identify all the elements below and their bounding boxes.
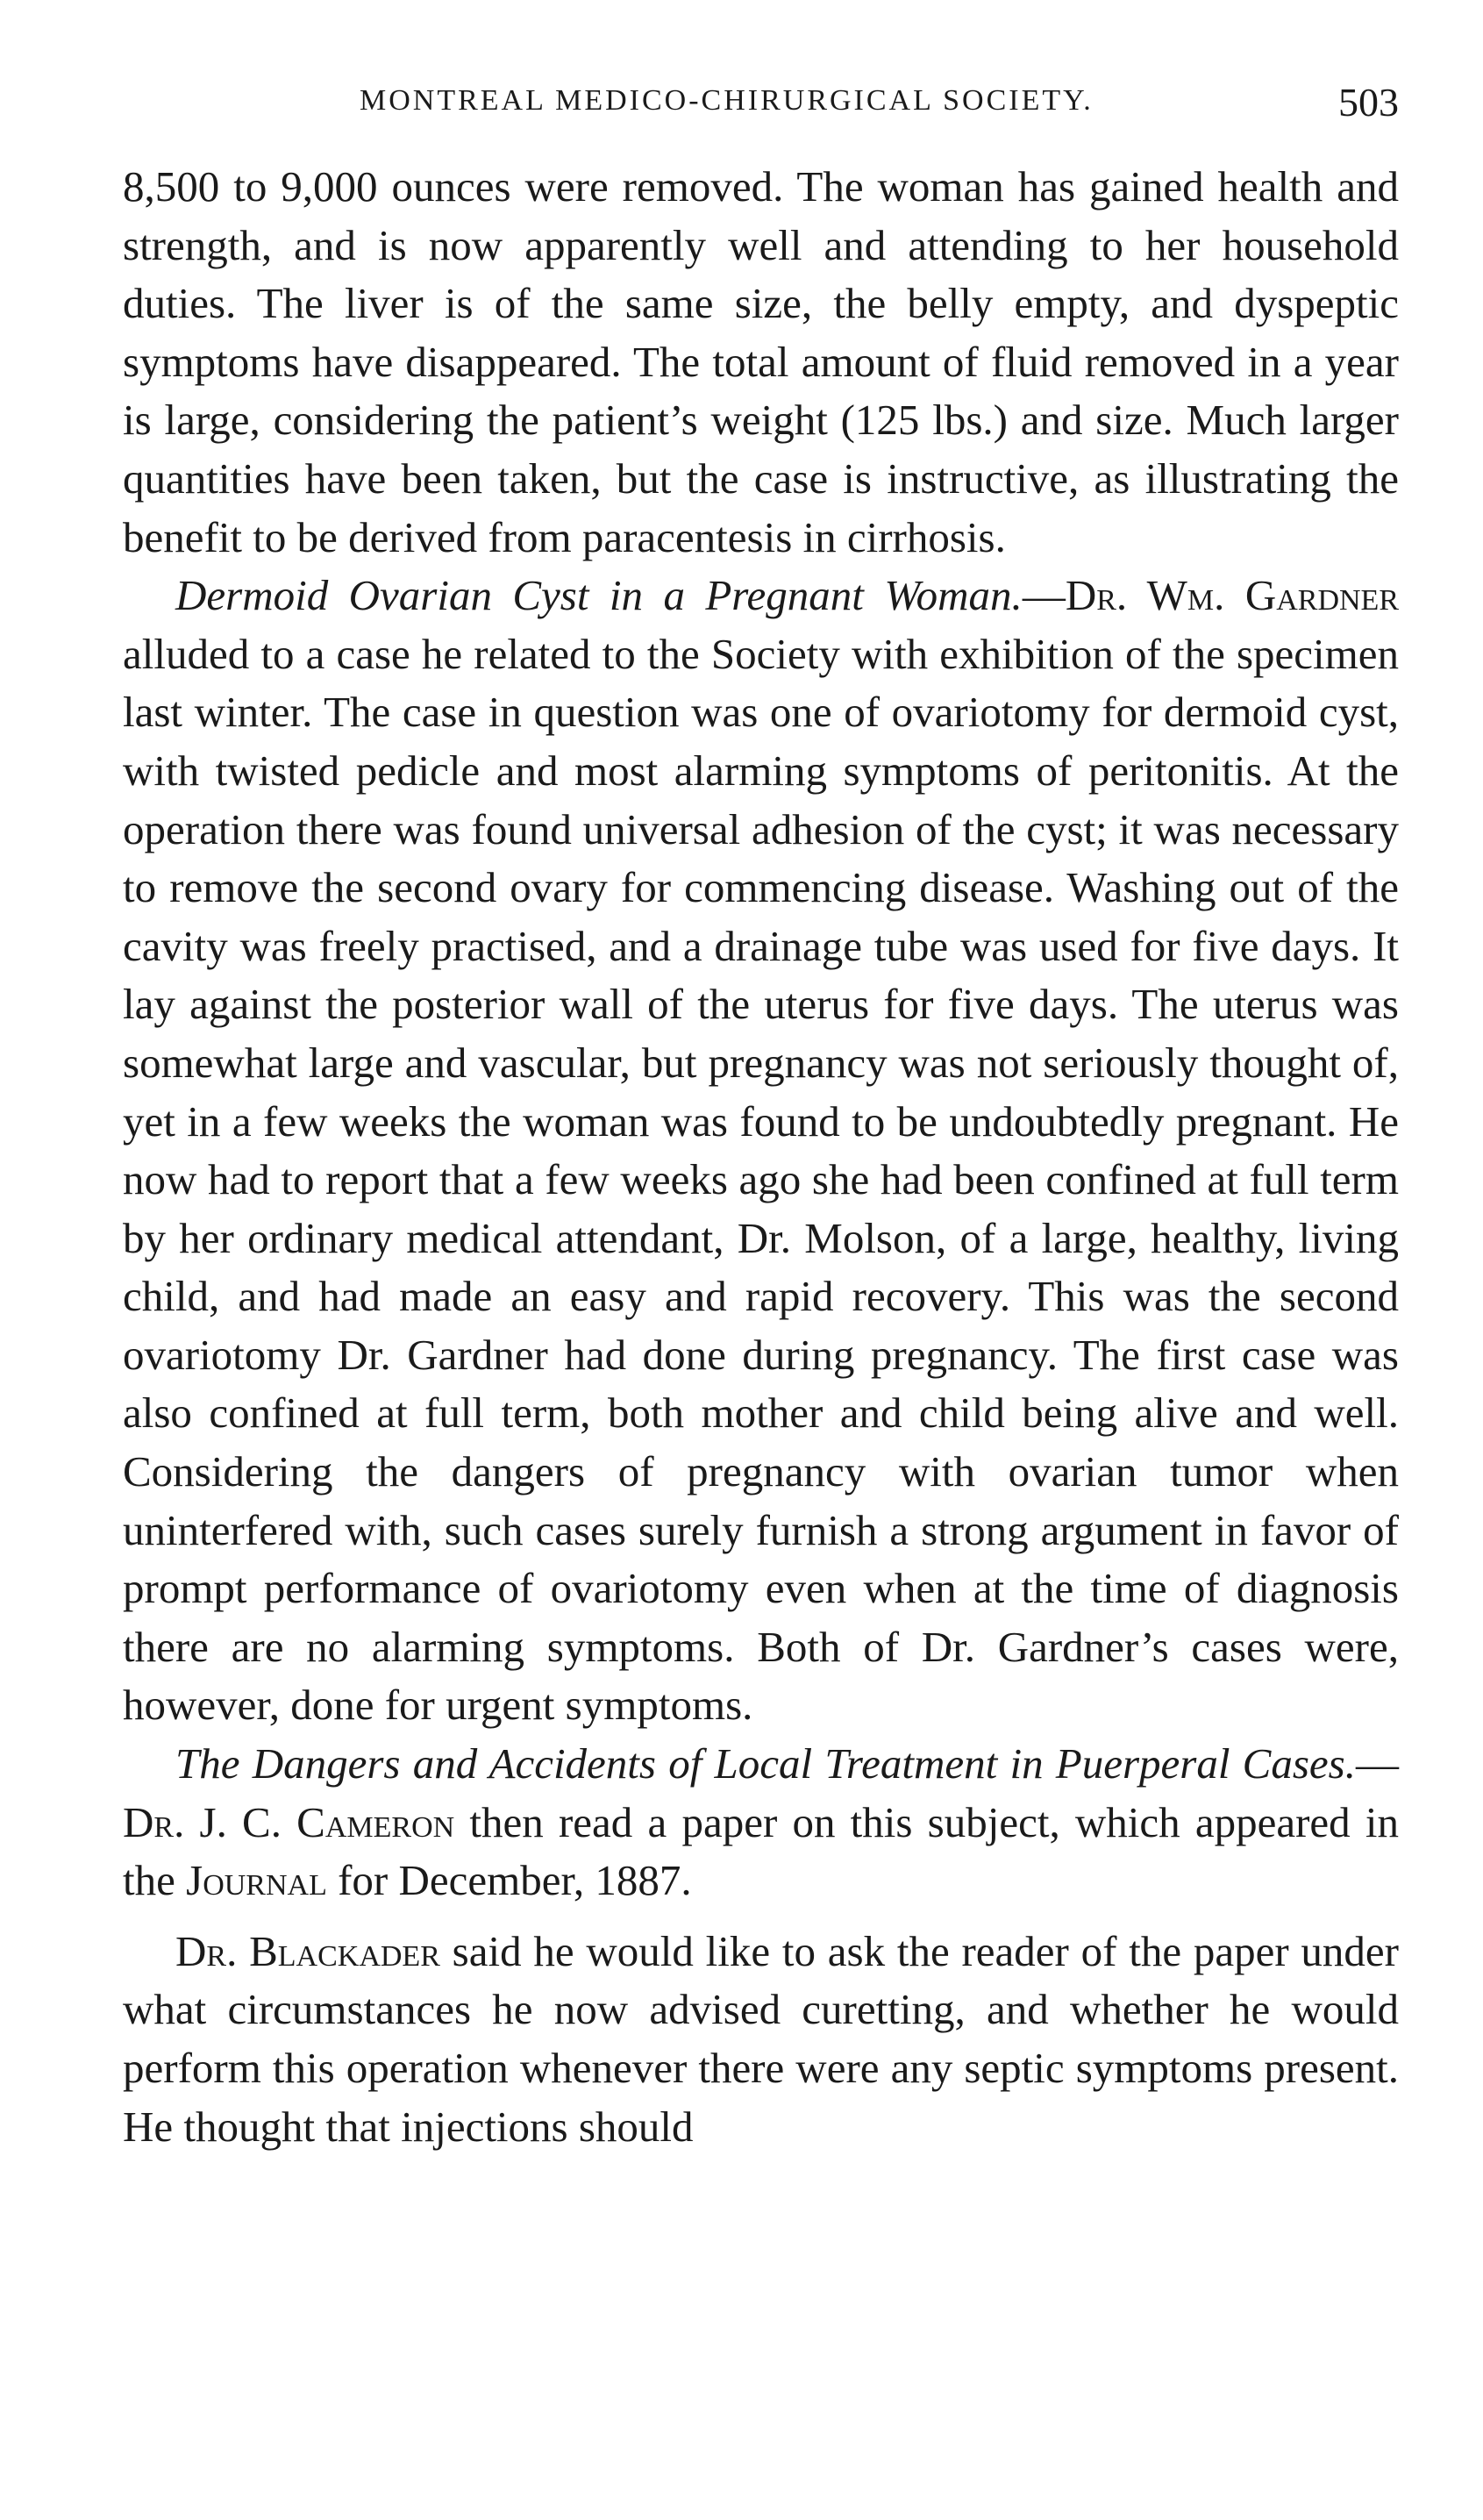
section-title: Dermoid Ovarian Cyst in a Pregnant Woman. [175, 571, 1023, 620]
body-text [123, 158, 1399, 2156]
paragraph-text: said he would like to ask the reader of the paper under what circumstances he now advised curetting, and whether he would perform this operation whenever there were any septic symptoms present. He thought that injections should [123, 1926, 1399, 2151]
paragraph-text: then read a paper on this subject, which appeared in the [123, 1797, 1399, 1905]
speaker-name: —Dr. J. C. Cameron [123, 1739, 1399, 1846]
paragraph-text: 8,500 to 9,000 ounces were removed. The woman has gained health and strength, and is now apparently well and attending to her household duties. The liver is of the same size, the belly empty, and dyspeptic symptoms have disappeared. The total amount of fluid removed in a year is large, considering the patient’s weight (125 lbs.) and size. Much larger quantities have been taken, but the case is instructive, as illustrating the benefit to be derived from paracentesis in cirrhosis. [123, 162, 1399, 561]
speaker-name: Dr. Blackader [175, 1926, 440, 1975]
paragraph-text: for December, 1887. [326, 1856, 692, 1905]
paragraph-paracentesis [123, 158, 1399, 567]
paragraph-text: alluded to a case he related to the Society with exhibition of the specimen last winter. The case in question was one of ovariotomy for dermoid cyst, with twisted pedicle and most alarming symptoms of peritonitis. At the operation there was found universal adhesion of the cyst; it was necessary to remove the second ovary for commencing disease. Washing out of the cavity was freely practised, and a drainage tube was used for five days. It lay against the posterior wall of the uterus for five days. The uterus was somewhat large and vascular, but pregnancy was not seriously thought of, yet in a few weeks the woman was found to be undoubtedly pregnant. He now had to report that a few weeks ago she had been confined at full term by her ordinary medical attendant, Dr. Molson, of a large, healthy, living child, and had made an easy and rapid recovery. This was the second ovariotomy Dr. Gardner had done during pregnancy. The first case was also confined at full term, both mother and child being alive and well. Considering the dangers of pregnancy with ovarian tumor when uninterfered with, such cases surely furnish a strong argument in favor of prompt performance of ovariotomy even when at the time of diagnosis there are no alarming symptoms. Both of Dr. Gardner’s cases were, however, done for urgent symptoms. [123, 629, 1399, 1730]
paragraph-dermoid-cyst [123, 567, 1399, 1735]
page-number: 503 [1338, 80, 1399, 125]
paragraph-blackader [123, 1923, 1399, 2156]
running-head: MONTREAL MEDICO-CHIRURGICAL SOCIETY. [360, 84, 1094, 117]
journal-name: Journal [186, 1856, 327, 1905]
speaker-name: —Dr. Wm. Gardner [1022, 571, 1399, 620]
paragraph-puerperal-cases [123, 1735, 1399, 1910]
page-header [123, 79, 1399, 132]
section-title: The Dangers and Accidents of Local Treatment in Puerperal Cases. [175, 1739, 1356, 1788]
